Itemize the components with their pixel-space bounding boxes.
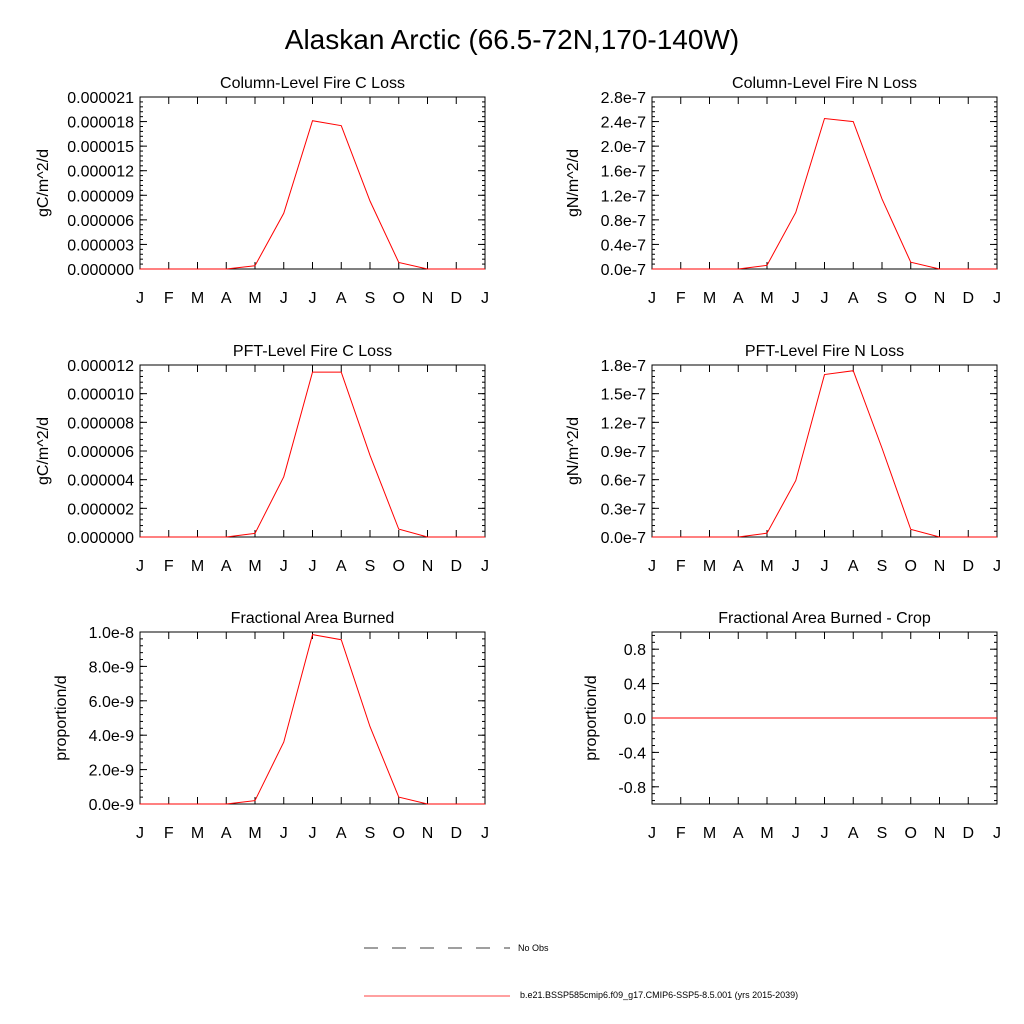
y-tick-label: 1.2e-7 (600, 415, 646, 433)
y-tick-label: 0.000002 (67, 501, 134, 519)
y-tick-label: 0.8 (623, 642, 646, 660)
legend-model-label: b.e21.BSSP585cmip6.f09_g17.CMIP6-SSP5-8.5.001 (yrs 2015-2039) (520, 990, 799, 1000)
x-tick-label: J (820, 290, 829, 307)
x-tick-label: O (904, 558, 917, 575)
y-tick-label: 0.000006 (67, 444, 134, 461)
x-tick-label: N (933, 825, 946, 842)
x-tick-label: J (481, 290, 489, 307)
x-tick-label: J (481, 825, 489, 842)
x-tick-label: M (248, 825, 262, 842)
x-tick-label: F (675, 558, 686, 575)
x-tick-label: A (220, 825, 232, 842)
x-tick-label: A (220, 290, 232, 307)
plot-frame (652, 97, 997, 269)
y-tick-label: 0.6e-7 (600, 472, 646, 490)
y-tick-label: 0.000009 (67, 188, 134, 206)
y-axis-label: gN/m^2/d (565, 149, 582, 217)
x-tick-label: J (308, 558, 317, 575)
x-tick-label: S (364, 290, 376, 307)
y-tick-label: -0.8 (618, 779, 646, 797)
x-tick-label: J (820, 825, 829, 842)
x-tick-label: J (136, 290, 144, 307)
x-tick-label: A (847, 558, 859, 575)
x-tick-label: O (904, 290, 917, 307)
x-tick-label: J (279, 558, 288, 575)
x-tick-label: D (962, 290, 975, 307)
plot-frame (652, 365, 997, 537)
x-tick-label: M (190, 825, 205, 842)
x-tick-label: M (702, 558, 717, 575)
x-tick-label: A (335, 825, 347, 842)
x-tick-label: M (760, 825, 774, 842)
y-tick-label: 1.8e-7 (600, 358, 646, 375)
y-tick-label: 0.0e-7 (600, 530, 646, 547)
series-line (140, 121, 485, 269)
y-tick-label: 0.000008 (67, 415, 134, 433)
series-line (652, 119, 997, 270)
x-tick-label: S (364, 558, 376, 575)
x-tick-label: J (648, 290, 656, 307)
x-tick-label: M (760, 558, 774, 575)
y-tick-label: 2.0e-9 (88, 762, 134, 780)
panel-title: PFT-Level Fire C Loss (232, 343, 393, 360)
x-tick-label: S (876, 825, 888, 842)
x-tick-label: J (308, 290, 317, 307)
y-tick-label: 1.2e-7 (600, 188, 646, 206)
x-tick-label: J (993, 825, 1001, 842)
x-tick-label: D (450, 825, 463, 842)
x-tick-label: F (163, 290, 174, 307)
x-tick-label: J (791, 825, 800, 842)
y-tick-label: 0.0 (623, 711, 646, 728)
y-axis-label: gC/m^2/d (35, 149, 52, 217)
x-tick-label: O (392, 290, 405, 307)
y-axis-label: gN/m^2/d (565, 417, 582, 485)
y-axis-label: proportion/d (53, 675, 70, 761)
x-tick-label: D (450, 558, 463, 575)
y-axis-label: proportion/d (583, 675, 600, 761)
y-tick-label: 0.000000 (67, 262, 134, 279)
y-tick-label: 0.000004 (67, 472, 134, 490)
series-line (140, 372, 485, 537)
x-tick-label: A (732, 290, 744, 307)
x-tick-label: A (220, 558, 232, 575)
x-tick-label: A (335, 558, 347, 575)
y-tick-label: 0.000015 (67, 139, 134, 157)
y-tick-label: 0.000018 (67, 114, 134, 132)
x-tick-label: J (791, 558, 800, 575)
page-title: Alaskan Arctic (66.5-72N,170-140W) (284, 24, 740, 55)
x-tick-label: J (136, 558, 144, 575)
legend-obs-label: No Obs (518, 943, 549, 953)
x-tick-label: N (421, 290, 434, 307)
x-tick-label: M (760, 290, 774, 307)
x-tick-label: N (421, 825, 434, 842)
y-tick-label: 0.0e-9 (88, 797, 134, 814)
series-line (140, 635, 485, 804)
x-tick-label: O (392, 825, 405, 842)
x-tick-label: A (335, 290, 347, 307)
y-tick-label: 0.000012 (67, 163, 134, 181)
panel-title: PFT-Level Fire N Loss (744, 343, 905, 360)
panel-title: Column-Level Fire C Loss (220, 75, 405, 92)
x-tick-label: A (847, 290, 859, 307)
x-tick-label: M (702, 825, 717, 842)
x-tick-label: N (933, 290, 946, 307)
y-tick-label: 0.000021 (67, 90, 134, 107)
panel-title: Fractional Area Burned (230, 610, 395, 627)
y-tick-label: 8.0e-9 (88, 659, 134, 677)
y-tick-label: 6.0e-9 (88, 693, 134, 711)
x-tick-label: S (876, 558, 888, 575)
x-tick-label: F (163, 558, 174, 575)
x-tick-label: J (993, 558, 1001, 575)
y-tick-label: -0.4 (618, 745, 646, 763)
x-tick-label: J (791, 290, 800, 307)
x-tick-label: J (993, 290, 1001, 307)
y-tick-label: 2.0e-7 (600, 139, 646, 157)
y-tick-label: 0.9e-7 (600, 444, 646, 461)
x-tick-label: O (904, 825, 917, 842)
y-tick-label: 0.000012 (67, 358, 134, 375)
plot-frame (140, 632, 485, 804)
x-tick-label: J (648, 558, 656, 575)
y-tick-label: 1.6e-7 (600, 163, 646, 181)
y-axis-label: gC/m^2/d (35, 417, 52, 485)
plot-frame (140, 97, 485, 269)
y-tick-label: 2.8e-7 (600, 90, 646, 107)
y-tick-label: 4.0e-9 (88, 728, 134, 746)
x-tick-label: N (421, 558, 434, 575)
x-tick-label: D (962, 825, 975, 842)
x-tick-label: J (820, 558, 829, 575)
x-tick-label: A (847, 825, 859, 842)
y-tick-label: 0.8e-7 (600, 212, 646, 230)
x-tick-label: D (962, 558, 975, 575)
x-tick-label: A (732, 825, 744, 842)
y-tick-label: 2.4e-7 (600, 114, 646, 132)
x-tick-label: A (732, 558, 744, 575)
x-tick-label: J (648, 825, 656, 842)
y-tick-label: 0.3e-7 (600, 501, 646, 519)
x-tick-label: J (279, 825, 288, 842)
y-tick-label: 0.000003 (67, 237, 134, 255)
x-tick-label: M (190, 558, 205, 575)
y-tick-label: 0.0e-7 (600, 262, 646, 279)
y-tick-label: 0.000006 (67, 212, 134, 230)
y-tick-label: 0.4 (623, 676, 646, 694)
x-tick-label: J (136, 825, 144, 842)
y-tick-label: 1.0e-8 (88, 625, 134, 642)
x-tick-label: F (675, 290, 686, 307)
y-tick-label: 0.000010 (67, 386, 134, 404)
y-tick-label: 0.000000 (67, 530, 134, 547)
x-tick-label: D (450, 290, 463, 307)
x-tick-label: M (190, 290, 205, 307)
y-tick-label: 0.4e-7 (600, 237, 646, 255)
x-tick-label: F (163, 825, 174, 842)
x-tick-label: S (876, 290, 888, 307)
series-line (652, 371, 997, 537)
x-tick-label: F (675, 825, 686, 842)
x-tick-label: M (248, 558, 262, 575)
x-tick-label: N (933, 558, 946, 575)
x-tick-label: J (308, 825, 317, 842)
x-tick-label: J (481, 558, 489, 575)
x-tick-label: S (364, 825, 376, 842)
x-tick-label: M (248, 290, 262, 307)
plot-frame (140, 365, 485, 537)
x-tick-label: M (702, 290, 717, 307)
y-tick-label: 1.5e-7 (600, 386, 646, 404)
panel-title: Fractional Area Burned - Crop (718, 610, 931, 627)
x-tick-label: O (392, 558, 405, 575)
x-tick-label: J (279, 290, 288, 307)
panel-title: Column-Level Fire N Loss (732, 75, 917, 92)
